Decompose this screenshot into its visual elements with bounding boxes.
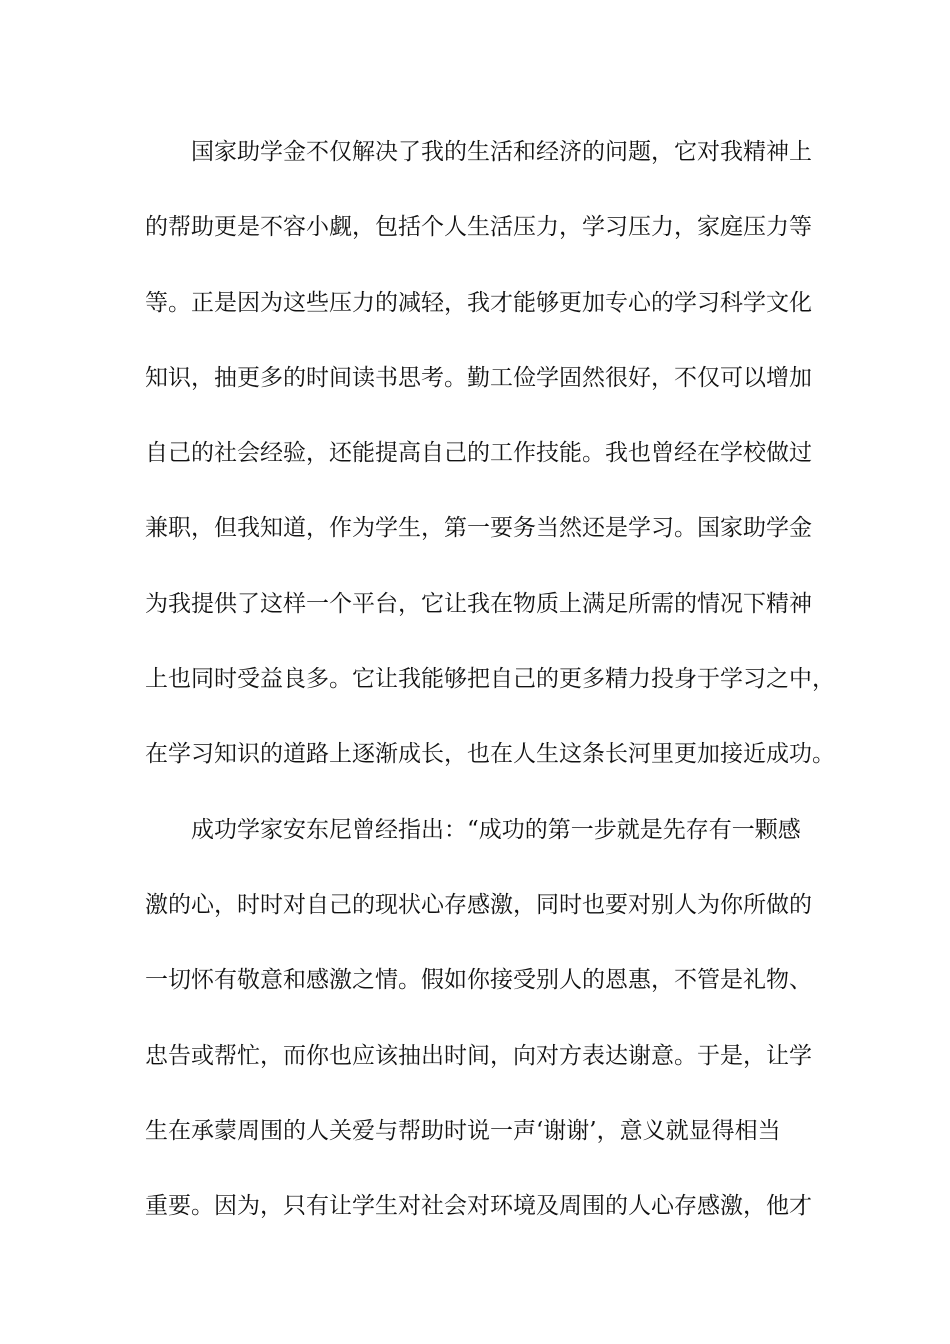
paragraph-1-line-5: 自己的社会经验，还能提高自己的工作技能。我也曾经在学校做过	[145, 440, 812, 467]
paragraph-2-line-3: 一切怀有敬意和感激之情。假如你接受别人的恩惠，不管是礼物、	[145, 967, 812, 994]
paragraph-1-line-8: 上也同时受益良多。它让我能够把自己的更多精力投身于学习之中，	[145, 666, 835, 693]
paragraph-1-line-2: 的帮助更是不容小觑，包括个人生活压力，学习压力，家庭压力等	[145, 214, 812, 241]
paragraph-2-line-2: 激的心，时时对自己的现状心存感激，同时也要对别人为你所做的	[145, 891, 812, 918]
paragraph-1-line-7: 为我提供了这样一个平台，它让我在物质上满足所需的情况下精神	[145, 590, 812, 617]
paragraph-2-line-6: 重要。因为，只有让学生对社会对环境及周围的人心存感激，他才	[145, 1193, 812, 1220]
paragraph-2-line-1: 成功学家安东尼曾经指出：“成功的第一步就是先存有一颗感	[191, 816, 801, 843]
paragraph-2-line-4: 忠告或帮忙，而你也应该抽出时间，向对方表达谢意。于是，让学	[145, 1042, 812, 1069]
body-text	[145, 132, 835, 1261]
paragraph-2-line-5: 生在承蒙周围的人关爱与帮助时说一声‘谢谢’，意义就显得相当	[145, 1117, 781, 1144]
paragraph-1-line-4: 知识，抽更多的时间读书思考。勤工俭学固然很好，不仅可以增加	[145, 364, 812, 391]
paragraph-1-line-1: 国家助学金不仅解决了我的生活和经济的问题，它对我精神上	[191, 139, 812, 165]
paragraph-1-line-6: 兼职，但我知道，作为学生，第一要务当然还是学习。国家助学金	[145, 515, 812, 542]
paragraph-1-line-3: 等。正是因为这些压力的减轻，我才能够更加专心的学习科学文化	[145, 289, 812, 316]
paragraph-1-line-9: 在学习知识的道路上逐渐成长，也在人生这条长河里更加接近成功。	[145, 741, 835, 768]
